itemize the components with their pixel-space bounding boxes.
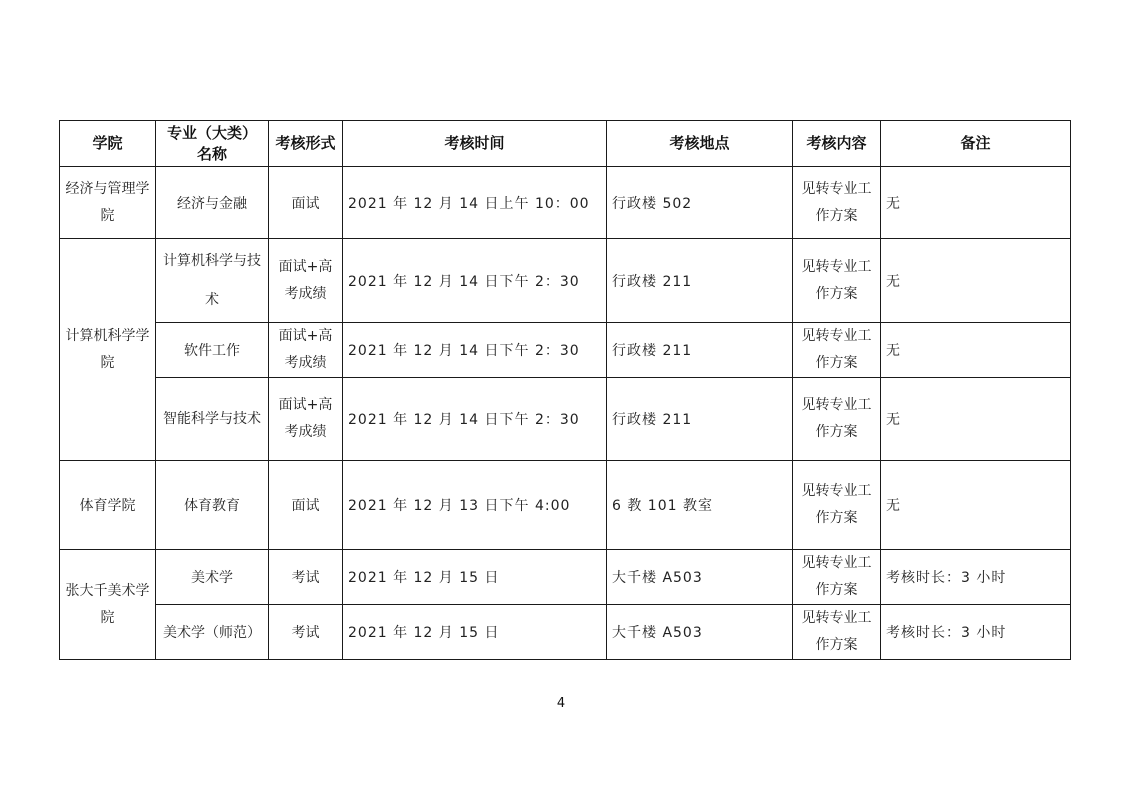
note-cell: 无 <box>881 239 1071 323</box>
table-row <box>60 605 1071 660</box>
table-row <box>60 461 1071 550</box>
college-cell: 张大千美术学院 <box>60 550 156 660</box>
table-row <box>60 323 1071 378</box>
header-note: 备注 <box>881 121 1071 167</box>
content-cell: 见转专业工作方案 <box>793 378 881 461</box>
time-cell: 2021 年 12 月 14 日下午 2：30 <box>343 239 607 323</box>
time-cell: 2021 年 12 月 14 日下午 2：30 <box>343 378 607 461</box>
major-cell: 经济与金融 <box>156 167 269 239</box>
time-cell: 2021 年 12 月 14 日下午 2：30 <box>343 323 607 378</box>
major-cell: 美术学（师范） <box>156 605 269 660</box>
place-cell: 行政楼 211 <box>607 378 793 461</box>
note-cell: 无 <box>881 461 1071 550</box>
note-cell: 无 <box>881 378 1071 461</box>
table-row <box>60 239 1071 323</box>
form-cell: 面试+高考成绩 <box>269 323 343 378</box>
place-cell: 行政楼 211 <box>607 323 793 378</box>
content-cell: 见转专业工作方案 <box>793 323 881 378</box>
place-cell: 大千楼 A503 <box>607 550 793 605</box>
college-cell: 经济与管理学院 <box>60 167 156 239</box>
time-cell: 2021 年 12 月 15 日 <box>343 605 607 660</box>
note-cell: 考核时长：3 小时 <box>881 550 1071 605</box>
major-cell: 计算机科学与技术 <box>156 239 269 323</box>
content-cell: 见转专业工作方案 <box>793 550 881 605</box>
content-cell: 见转专业工作方案 <box>793 461 881 550</box>
place-cell: 行政楼 502 <box>607 167 793 239</box>
header-place: 考核地点 <box>607 121 793 167</box>
time-cell: 2021 年 12 月 14 日上午 10：00 <box>343 167 607 239</box>
note-cell: 无 <box>881 323 1071 378</box>
note-cell: 无 <box>881 167 1071 239</box>
major-cell: 体育教育 <box>156 461 269 550</box>
form-cell: 面试+高考成绩 <box>269 378 343 461</box>
form-cell: 面试 <box>269 461 343 550</box>
major-cell: 美术学 <box>156 550 269 605</box>
form-cell: 考试 <box>269 605 343 660</box>
header-major: 专业（大类）名称 <box>156 121 269 167</box>
header-college: 学院 <box>60 121 156 167</box>
college-cell: 计算机科学学院 <box>60 239 156 461</box>
table-row <box>60 550 1071 605</box>
place-cell: 大千楼 A503 <box>607 605 793 660</box>
header-form: 考核形式 <box>269 121 343 167</box>
page-number: 4 <box>556 696 566 711</box>
form-cell: 面试 <box>269 167 343 239</box>
content-cell: 见转专业工作方案 <box>793 167 881 239</box>
table-row <box>60 378 1071 461</box>
note-cell: 考核时长：3 小时 <box>881 605 1071 660</box>
time-cell: 2021 年 12 月 15 日 <box>343 550 607 605</box>
college-cell: 体育学院 <box>60 461 156 550</box>
major-cell: 软件工作 <box>156 323 269 378</box>
place-cell: 行政楼 211 <box>607 239 793 323</box>
form-cell: 考试 <box>269 550 343 605</box>
time-cell: 2021 年 12 月 13 日下午 4:00 <box>343 461 607 550</box>
major-cell: 智能科学与技术 <box>156 378 269 461</box>
table-row <box>60 167 1071 239</box>
header-time: 考核时间 <box>343 121 607 167</box>
header-content: 考核内容 <box>793 121 881 167</box>
content-cell: 见转专业工作方案 <box>793 239 881 323</box>
exam-schedule-table <box>59 120 1071 660</box>
form-cell: 面试+高考成绩 <box>269 239 343 323</box>
content-cell: 见转专业工作方案 <box>793 605 881 660</box>
header-row <box>60 121 1071 167</box>
place-cell: 6 教 101 教室 <box>607 461 793 550</box>
